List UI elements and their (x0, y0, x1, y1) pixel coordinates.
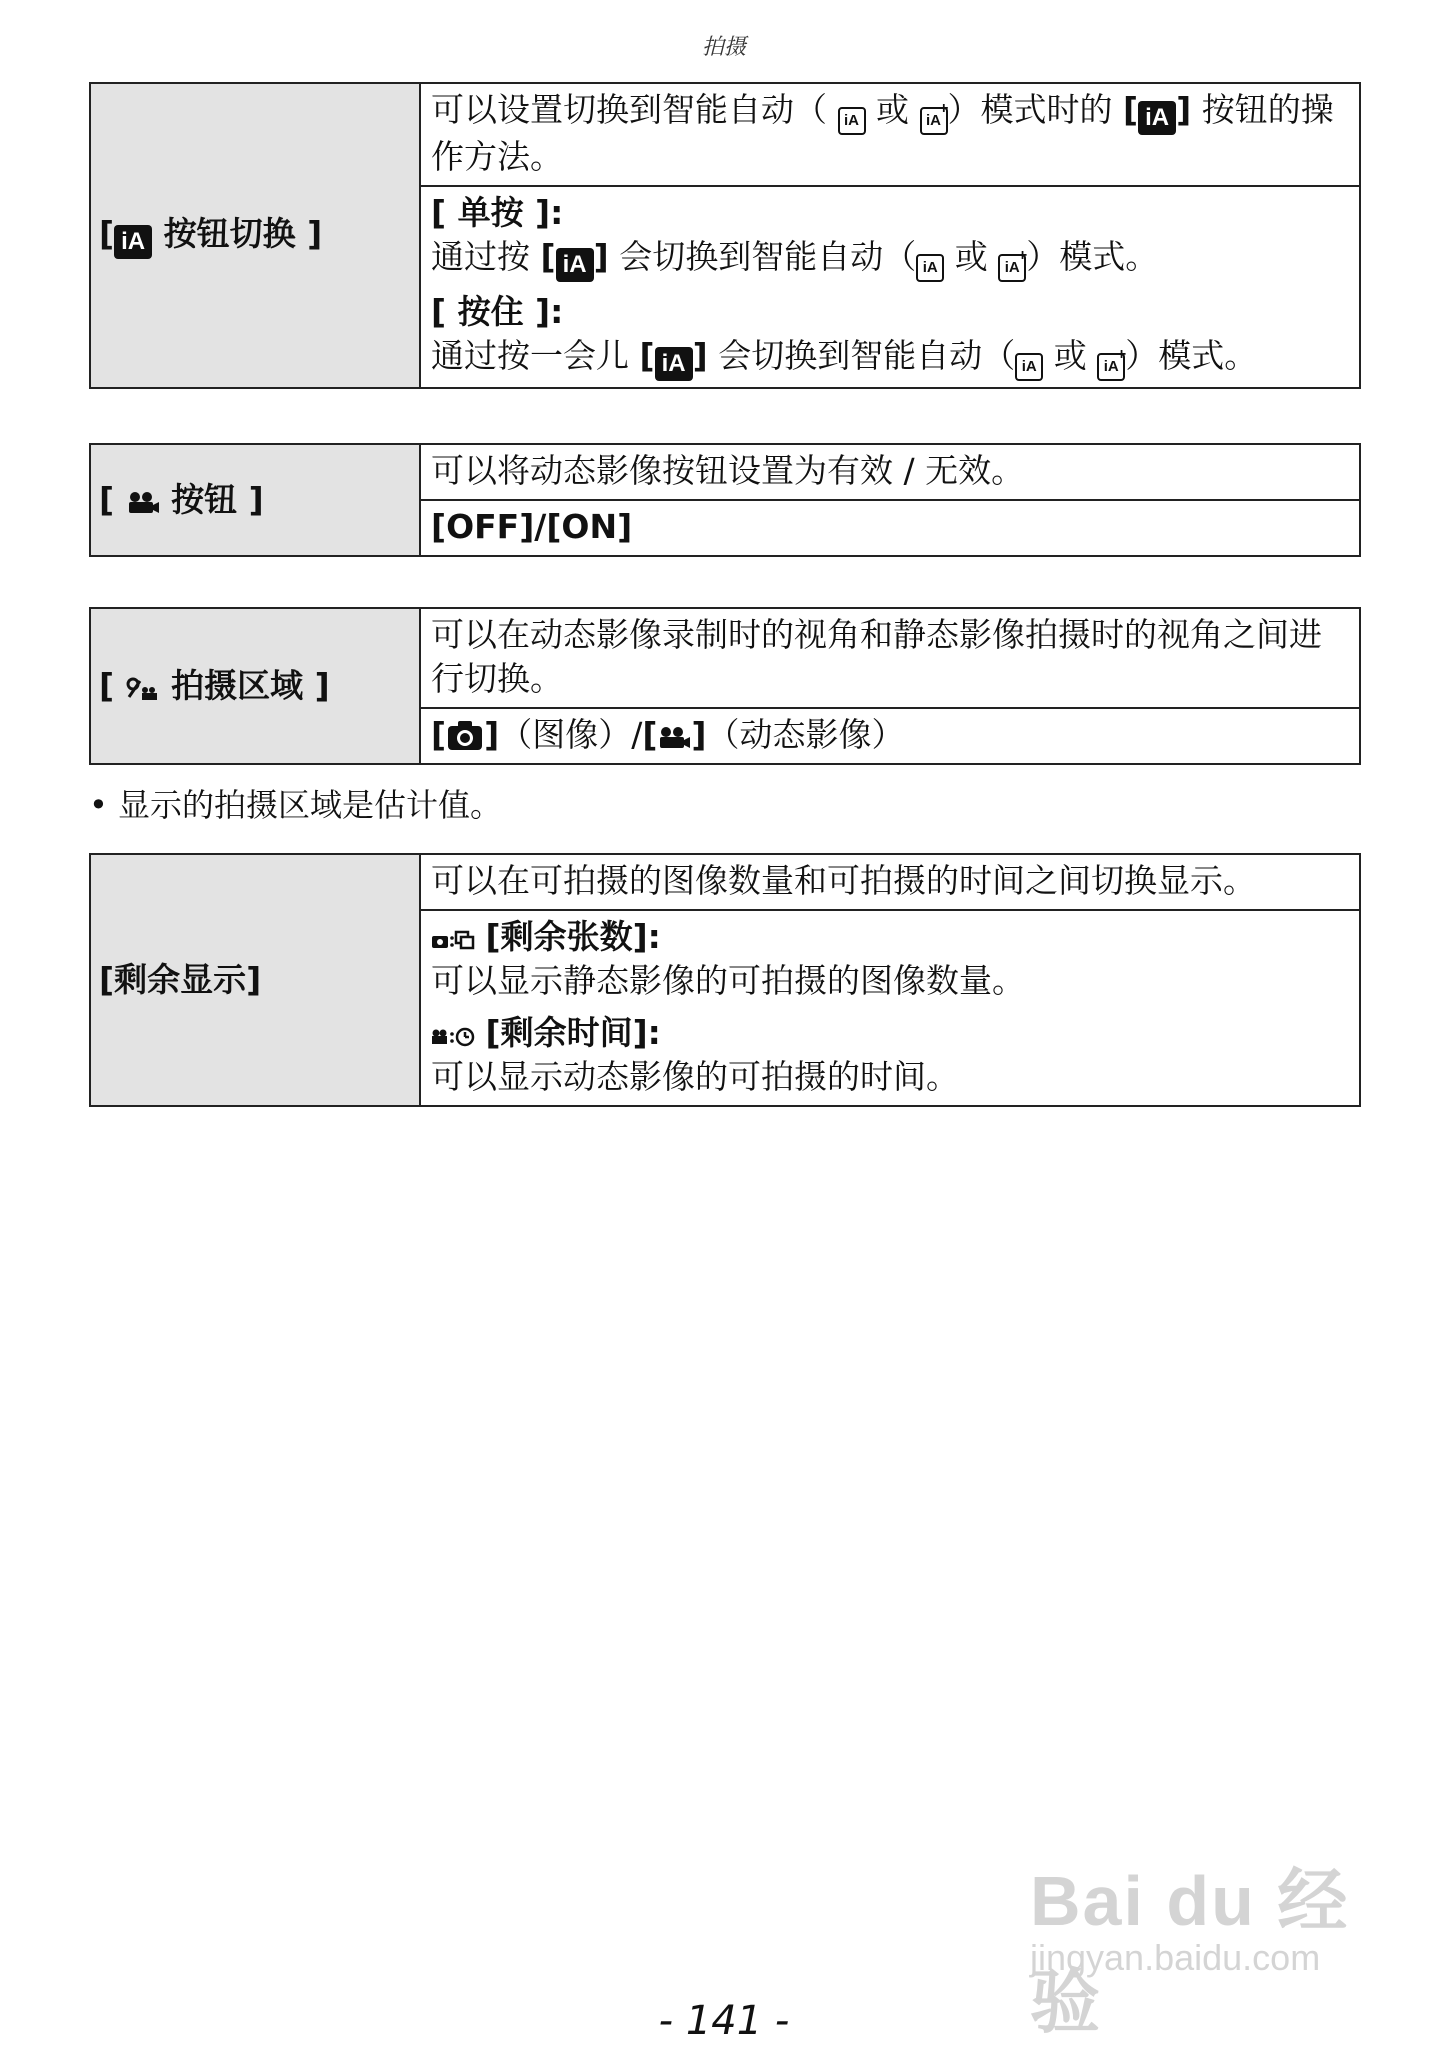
still-pictures-icon (431, 929, 475, 951)
remaining-display-description: 可以在可拍摄的图像数量和可拍摄的时间之间切换显示。 (420, 854, 1360, 910)
remaining-time-text: 可以显示动态影像的可拍摄的时间。 (431, 1057, 959, 1096)
remaining-shots-text: 可以显示静态影像的可拍摄的图像数量。 (431, 961, 1025, 1000)
ia-icon: iA (916, 254, 944, 282)
ia-button-switch-description: 可以设置切换到智能自动（ iA 或 iA + ）模式时的 [ iA ] 按钮的操作方法。 (420, 83, 1360, 186)
ia-button-switch-label: [ iA 按钮切换 ] (90, 83, 420, 388)
ia-button-switch-label-text: 按钮切换 (163, 214, 296, 253)
rec-area-icon (126, 677, 160, 701)
camera-icon (446, 718, 484, 752)
remaining-display-table (89, 853, 1361, 1107)
ia-button-switch-table (89, 82, 1361, 389)
rec-area-label-text: 拍摄区域 ] (171, 666, 330, 705)
ia-icon: iA (838, 107, 866, 135)
motion-picture-button-table (89, 443, 1361, 557)
watermark-url: jingyan.baidu.com (1030, 1937, 1321, 1978)
remaining-display-label: [剩余显示] (90, 854, 420, 1106)
ia-icon: iA (1015, 353, 1043, 381)
motion-picture-button-label-text: 按钮 ] (171, 480, 264, 519)
remaining-time-icon (431, 1025, 475, 1047)
ia-button-switch-options: [ 单按 ]: 通过按 [ iA ] 会切换到智能自动（ iA 或 iA + ）模式。 [ 按住 ]: 通过按一会儿 [ iA ] 会切换到智能自动（ iA 或 iA + ）模式。 (420, 186, 1360, 388)
press-hold-text: ）模式。 (1125, 336, 1258, 375)
desc-text: ）模式时的 (947, 90, 1113, 129)
motion-option-text: （动态影像） (706, 715, 905, 754)
ia-icon: iA (556, 248, 594, 282)
ia-plus-icon: iA + (1097, 353, 1125, 381)
ia-icon: iA (114, 225, 152, 259)
remaining-time-title: [剩余时间]: (485, 1013, 661, 1052)
motion-picture-button-options: [OFF]/[ON] (420, 500, 1360, 556)
single-press-text: ）模式。 (1026, 237, 1159, 276)
page-number: - 141 - (658, 1998, 790, 2044)
single-press-title: [ 单按 ]: (431, 193, 564, 232)
rec-area-table (89, 607, 1361, 765)
motion-picture-icon (657, 726, 691, 750)
single-press-text: 通过按 (431, 237, 530, 276)
desc-text: 按钮的操作方法。 (431, 90, 1334, 176)
press-hold-text: 或 (1053, 336, 1087, 375)
ia-icon: iA (655, 347, 693, 381)
picture-option-text: （图像）/ (499, 715, 643, 754)
remaining-display-options (420, 910, 1360, 1106)
motion-picture-button-description: 可以将动态影像按钮设置为有效 / 无效。 (420, 444, 1360, 500)
rec-area-options: [ ]（图像）/[ ]（动态影像） (420, 708, 1360, 764)
section-header: 拍摄 (701, 35, 746, 60)
press-hold-text: 会切换到智能自动（ (718, 336, 1016, 375)
ia-plus-icon: iA + (920, 107, 948, 135)
watermark-main: Bai du 经验 (1030, 1862, 1350, 2041)
desc-text: 可以设置切换到智能自动（ (431, 90, 827, 129)
baidu-watermark (1030, 1845, 1360, 2041)
motion-picture-button-label: [ 按钮 ] (90, 444, 420, 556)
rec-area-label: [ 拍摄区域 ] (90, 608, 420, 764)
remaining-shots-title: [剩余张数]: (485, 917, 661, 956)
single-press-text: 或 (954, 237, 988, 276)
ia-icon: iA (1138, 101, 1176, 135)
desc-text: 或 (876, 90, 909, 129)
rec-area-description: 可以在动态影像录制时的视角和静态影像拍摄时的视角之间进行切换。 (420, 608, 1360, 708)
rec-area-note: • 显示的拍摄区域是估计值。 (89, 786, 503, 824)
press-hold-text: 通过按一会儿 (431, 336, 629, 375)
motion-picture-icon (126, 491, 160, 515)
ia-plus-icon: iA + (998, 254, 1026, 282)
press-hold-title: [ 按住 ]: (431, 292, 564, 331)
single-press-text: 会切换到智能自动（ (619, 237, 917, 276)
